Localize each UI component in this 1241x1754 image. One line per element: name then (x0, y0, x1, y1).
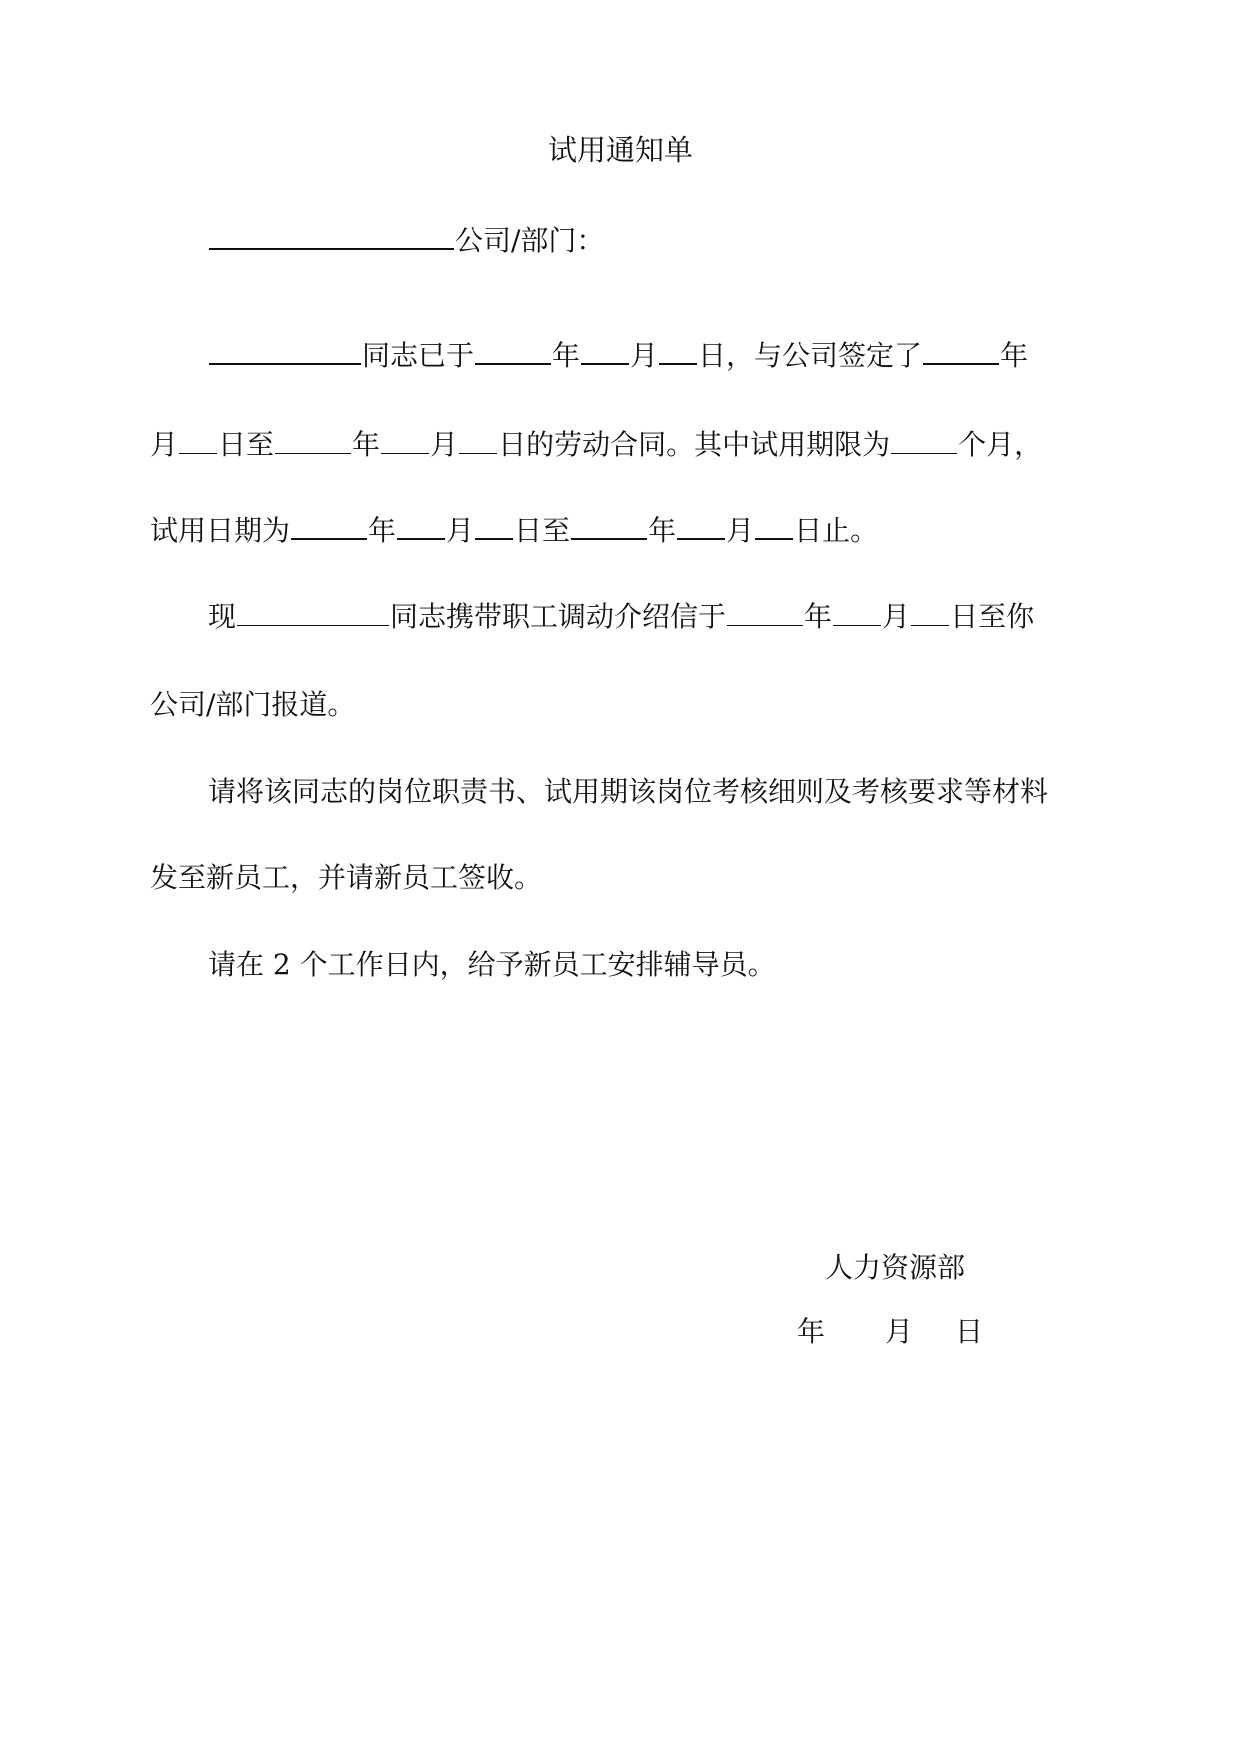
day-blank[interactable] (459, 425, 497, 454)
day-blank[interactable] (659, 335, 697, 365)
day-blank[interactable] (911, 597, 949, 626)
signature-day: 日 (955, 1315, 984, 1348)
paragraph-1-line-1 (208, 335, 1158, 375)
month-blank[interactable] (381, 425, 429, 454)
text-segment: 日至你 (950, 600, 1035, 633)
text-segment: 月 (726, 514, 755, 547)
signature-date (797, 1312, 983, 1352)
text-segment: 日，与公司签定了 (698, 339, 923, 372)
year-blank[interactable] (275, 425, 351, 454)
year-blank[interactable] (571, 510, 647, 540)
text-segment: 月 (882, 600, 911, 633)
text-segment: 同志携带职工调动介绍信于 (390, 600, 727, 633)
text-segment: 日至 (218, 428, 275, 461)
paragraph-3-line-2: 发至新员工，并请新员工签收。 (150, 861, 543, 894)
year-blank[interactable] (475, 335, 551, 365)
month-blank[interactable] (397, 510, 445, 540)
document-title: 试用通知单 (547, 133, 693, 167)
salutation-line (208, 220, 1158, 260)
month-blank[interactable] (833, 597, 881, 626)
day-blank[interactable] (475, 510, 513, 540)
text-segment: 个月， (958, 428, 1043, 461)
text-segment: 试用日期为 (150, 514, 291, 547)
name-blank[interactable] (237, 597, 389, 626)
text-segment: 年 (1000, 339, 1029, 372)
text-segment: 年 (352, 428, 381, 461)
text-segment: 日至 (514, 514, 571, 547)
text-segment: 年 (368, 514, 397, 547)
paragraph-1-line-3 (150, 510, 1100, 550)
name-blank[interactable] (209, 335, 361, 365)
paragraph-3-line-1: 请将该同志的岗位职责书、试用期该岗位考核细则及考核要求等材料 (208, 775, 1049, 808)
text-segment: 月 (630, 339, 659, 372)
month-blank[interactable] (677, 510, 725, 540)
company-blank[interactable] (209, 220, 454, 250)
signature-department: 人力资源部 (825, 1251, 966, 1284)
signature-month: 月 (885, 1315, 914, 1348)
paragraph-2-line-1 (208, 597, 1158, 637)
day-blank[interactable] (755, 510, 793, 540)
paragraph-1-line-2 (150, 425, 1100, 465)
text-segment: 月 (446, 514, 475, 547)
text-segment: 现 (208, 600, 237, 633)
month-blank[interactable] (581, 335, 629, 365)
text-segment: 同志已于 (362, 339, 475, 372)
text-segment: 日的劳动合同。其中试用期限为 (498, 428, 891, 461)
salutation-suffix: 公司/部门： (455, 224, 605, 257)
text-segment: 月 (150, 428, 179, 461)
year-blank[interactable] (727, 597, 803, 626)
paragraph-2-line-2: 公司/部门报道。 (150, 688, 356, 721)
year-blank[interactable] (291, 510, 367, 540)
text-segment: 年 (552, 339, 581, 372)
months-blank[interactable] (891, 425, 957, 454)
text-segment: 年 (804, 600, 833, 633)
signature-year: 年 (797, 1315, 826, 1348)
text-segment: 日止。 (794, 514, 879, 547)
year-blank[interactable] (923, 335, 999, 365)
day-blank[interactable] (179, 425, 217, 454)
text-segment: 月 (430, 428, 459, 461)
text-segment: 年 (648, 514, 677, 547)
paragraph-4: 请在 2 个工作日内，给予新员工安排辅导员。 (208, 948, 776, 981)
